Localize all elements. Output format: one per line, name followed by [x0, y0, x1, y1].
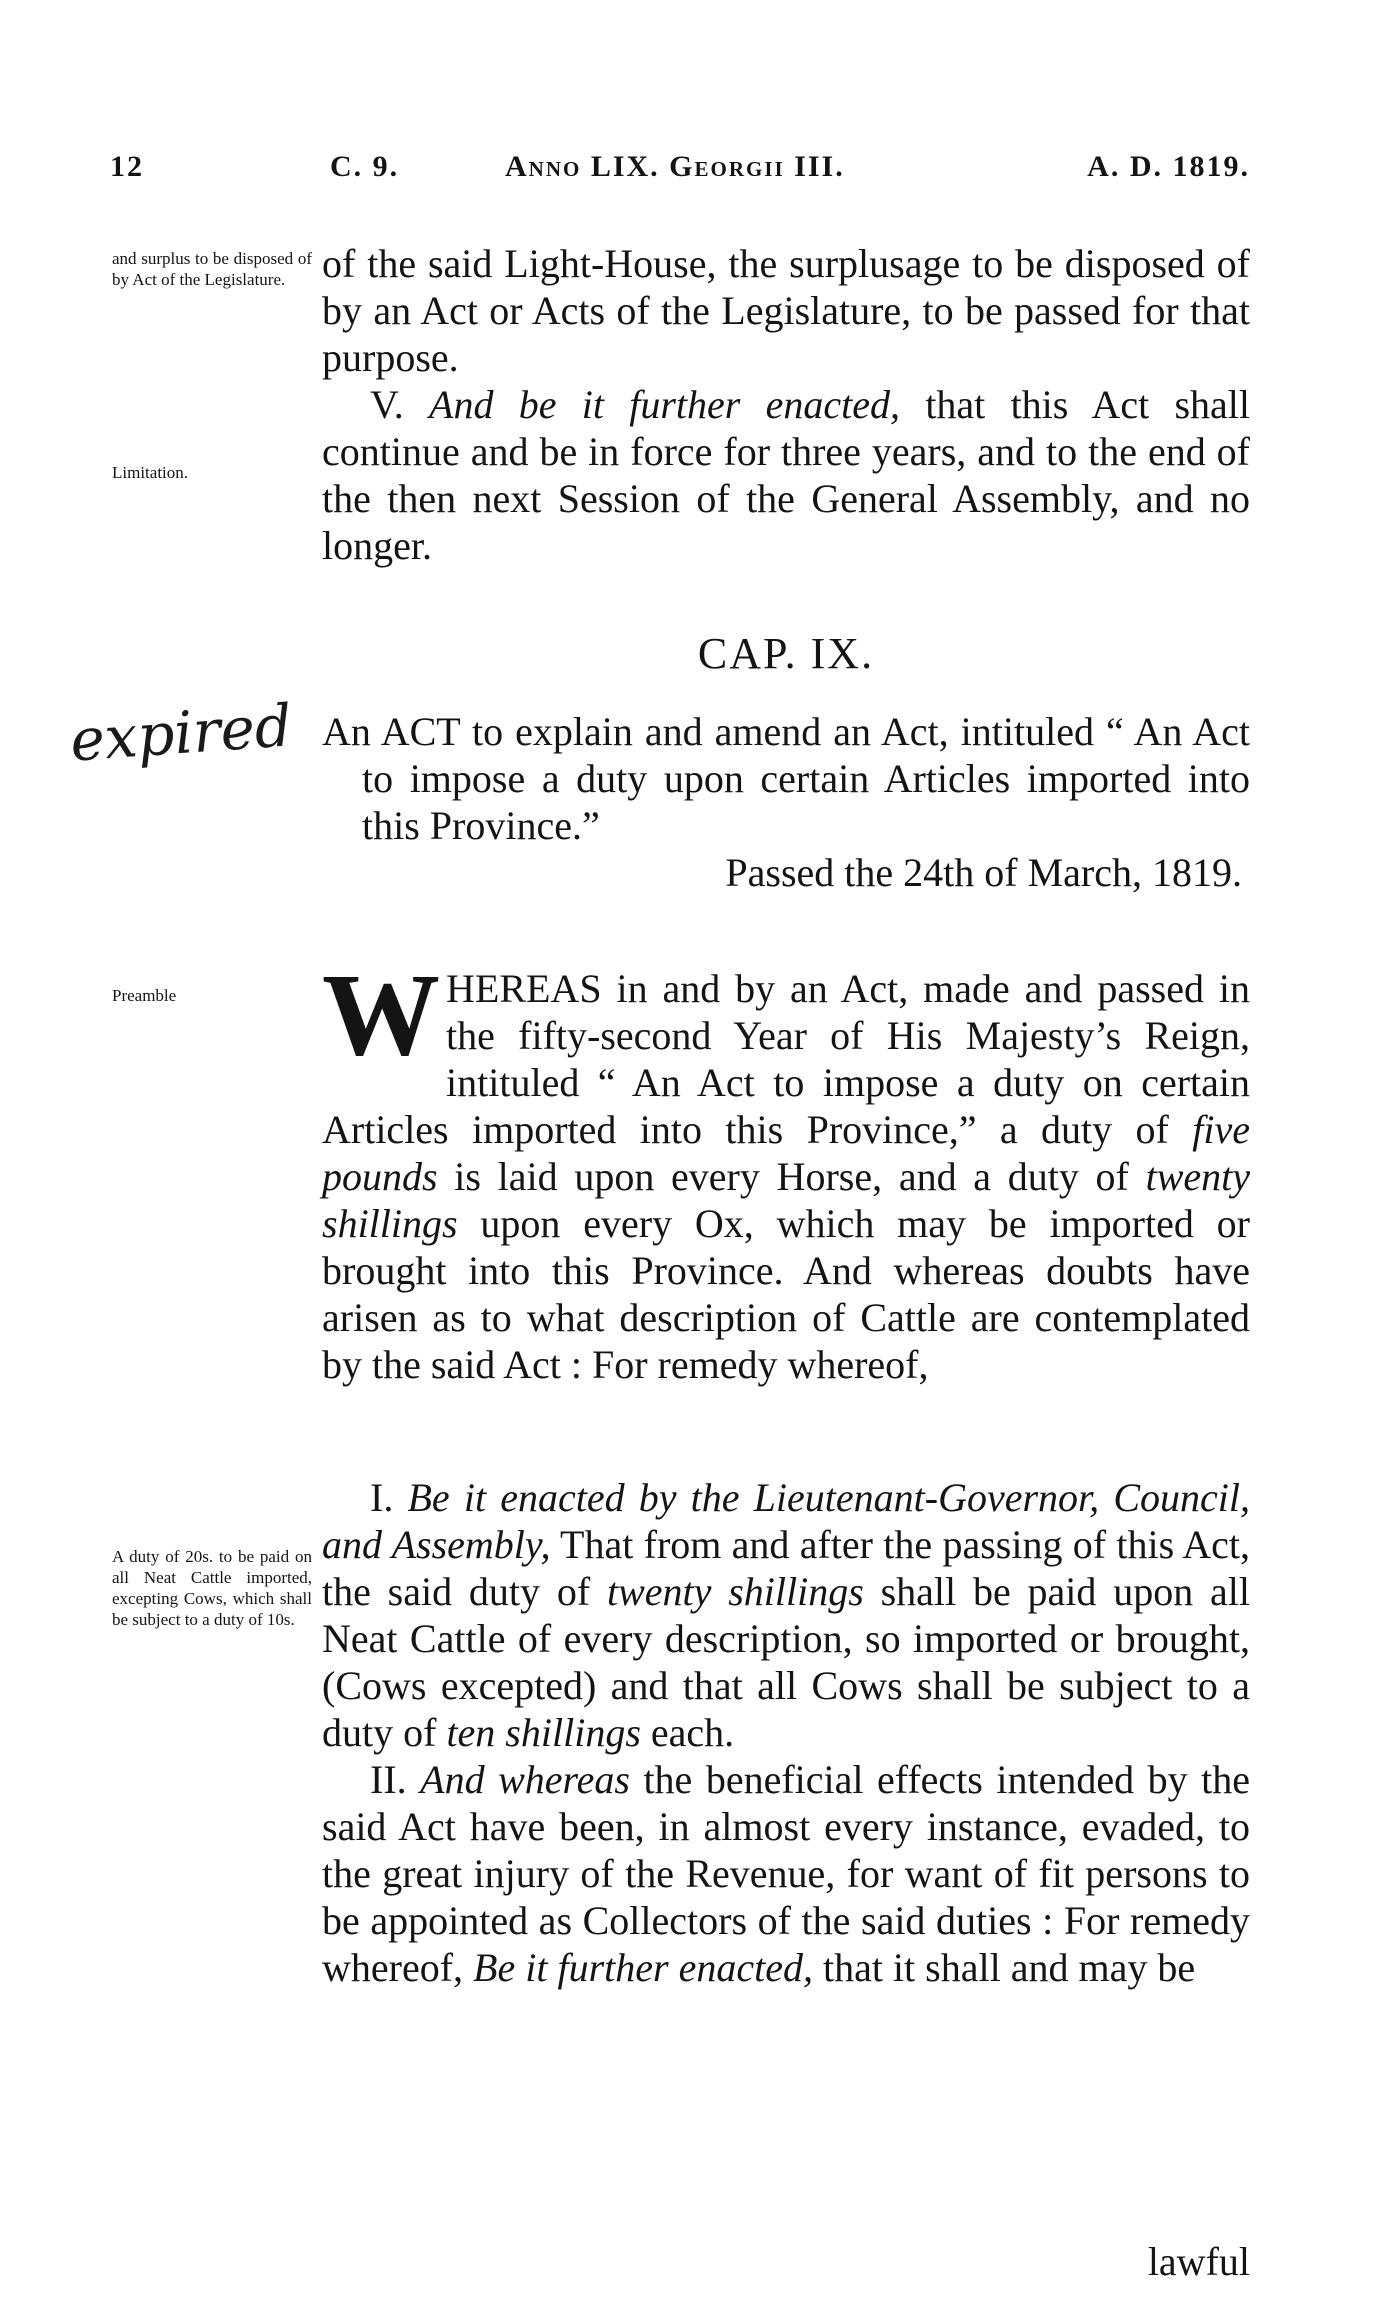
preamble-text-b: is laid upon every Horse, and a duty of — [437, 1154, 1146, 1199]
section-i-text-a: That from and after the passing of this Act, the said duty of — [322, 1522, 1250, 1614]
passed-date: Passed the 24th of March, 1819. — [725, 850, 1242, 895]
margin-note-duty: A duty of 20s. to be paid on all Neat Cattle imported, excepting Cows, which shall be subject to a duty of 10s. — [112, 1547, 312, 1629]
catchword: lawful — [1147, 2239, 1250, 2284]
chapter-heading: CAP. IX. — [697, 629, 875, 678]
section-iv-ending: of the said Light-House, the surplusage to be disposed of by an Act or Acts of the Legislature, to be passed for that purpose. — [322, 241, 1250, 380]
section-iv-v-block — [322, 240, 1250, 569]
section-v — [322, 381, 1250, 569]
section-i-enacting: Be it enacted by the Lieutenant-Governor, Council, and Assembly, — [322, 1475, 1250, 1567]
page-number: 12 — [110, 150, 144, 183]
margin-note-preamble: Preamble — [112, 986, 177, 1005]
preamble-text-a: HEREAS in and by an Act, made and passed in the fifty-second Year of His Majesty’s Reign, intituled “ An Act to impose a duty on certain Articles imported into this Province,” a duty of — [322, 966, 1250, 1152]
act-title: An ACT to explain and amend an Act, intituled “ An Act to impose a duty upon certain Articles imported into this Province.” — [322, 709, 1250, 848]
section-i-number: I. — [370, 1475, 394, 1520]
section-i-ten-shillings: ten shillings — [446, 1710, 641, 1755]
running-year: A. D. 1819. — [1087, 150, 1250, 183]
section-v-number: V. — [370, 382, 404, 427]
sections-i-ii-block — [322, 1474, 1250, 1991]
preamble-five-pounds: five pounds — [322, 1107, 1250, 1199]
margin-note-surplus: and surplus to be disposed of by Act of the Legislature. — [112, 249, 312, 289]
section-v-text: that this Act shall continue and be in force for three years, and to the end of the then next Session of the General Assembly, and no longer. — [322, 382, 1251, 568]
drop-cap: W — [322, 949, 440, 1080]
running-title: Anno LIX. Georgii III. — [505, 150, 845, 183]
preamble-text — [322, 949, 1250, 1388]
act-title-block — [322, 708, 1250, 896]
section-ii — [322, 1756, 1250, 1991]
section-ii-enacting: Be it further enacted, — [473, 1945, 813, 1990]
section-v-enacting: And be it further enacted, — [429, 382, 901, 427]
margin-note-limitation: Limitation. — [112, 463, 189, 482]
chapter-ref: C. 9. — [330, 150, 400, 183]
section-i-text-c: each. — [640, 1710, 735, 1755]
section-i — [322, 1474, 1250, 1756]
section-ii-text-a: the beneficial effects intended by the said Act have been, in almost every instance, evaded, to the great injury of the Revenue, for want of fit persons to be appointed as Collectors of the said duties : For remedy whereof, — [322, 1757, 1250, 1990]
handwritten-annotation: expired — [67, 691, 295, 775]
running-head — [110, 150, 1250, 190]
preamble-paragraph — [322, 949, 1250, 1388]
section-i-twenty-shillings: twenty shillings — [606, 1569, 864, 1614]
preamble-twenty-shillings: twenty shillings — [322, 1154, 1250, 1246]
preamble-text-c: upon every Ox, which may be imported or brought into this Province. And whereas doubts have arisen as to what description of Cattle are contemplated by the said Act : For remedy whereof, — [322, 1201, 1250, 1387]
section-ii-whereas: And whereas — [420, 1757, 630, 1802]
section-ii-number: II. — [370, 1757, 407, 1802]
section-ii-text-b: that it shall and may be — [812, 1945, 1196, 1990]
section-i-text-b: shall be paid upon all Neat Cattle of every description, so imported or brought, (Cows excepted) and that all Cows shall be subject to a duty of — [322, 1569, 1251, 1755]
